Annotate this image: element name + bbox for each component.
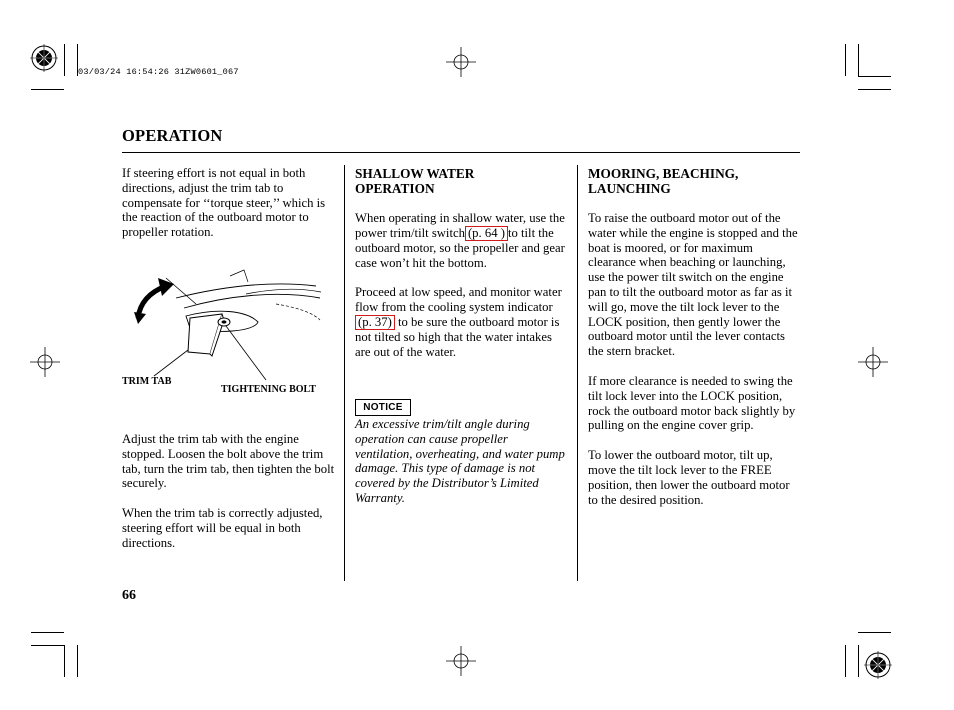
text: When operating in shallow water, use the power trim/tilt switch [355,211,565,240]
figure-label-tightening-bolt: TIGHTENING BOLT [221,384,316,395]
heading-line: SHALLOW WATER [355,166,475,181]
column-2 [355,166,570,360]
notice-text: An excessive trim/tilt angle during operation can cause propeller ventilation, overheating, and water pump damage. This type of damage is not covered by the Distributor’s Limited Warranty. [355,417,565,505]
paragraph: To lower the outboard motor, tilt up, move the tilt lock lever to the FREE position, then lower the outboard motor to the desired position. [588,448,790,507]
heading-shallow-water [355,166,570,196]
registration-crosshair-icon [858,347,888,377]
star-target-icon [30,44,58,72]
column-1 [122,166,336,240]
figure-label-trim-tab: TRIM TAB [122,376,172,387]
paragraph: To raise the outboard motor out of the water while the engine is stopped and the boat is moored, or for maximum clearance when beaching or launching, use the power tilt switch on the engine pan to tilt the outboard motor as far as it will go, move the tilt lock lever to the LOCK position, then gently lower the outboard motor until the lever contacts the stern bracket. [588,211,798,359]
column-divider [577,165,578,581]
crop-line [77,645,78,677]
paragraph [355,285,570,359]
column-divider [344,165,345,581]
trim-tab-illustration [126,262,336,382]
print-stamp: 03/03/24 16:54:26 31ZW0601_067 [78,67,239,77]
text: Proceed at low speed, and monitor water flow from the cooling system indicator [355,285,562,315]
text: to tilt the outboard motor, so the propeller and gear case won’t hit the bottom. [355,225,565,270]
crop-line [31,632,64,633]
crop-line [858,89,891,90]
registration-crosshair-icon [30,347,60,377]
header-rule [122,152,800,153]
paragraph: If more clearance is needed to swing the tilt lock lever into the LOCK position, rock the outboard motor back slightly by pulling on the engine cover grip. [588,373,796,433]
section-title: OPERATION [122,126,223,145]
column-1-lower [122,432,336,551]
heading-line: LAUNCHING [588,181,671,196]
text: to be sure the outboard motor is not tilted so high that the water intakes are out of the water. [355,314,560,359]
paragraph: If steering effort is not equal in both directions, adjust the trim tab to compensate for ‘‘torque steer,’’ which is the reaction of the outboard motor to propeller rotation. [122,166,326,240]
paragraph [355,211,570,270]
heading-line: OPERATION [355,181,435,196]
star-target-icon [864,651,892,679]
page-reference-link[interactable]: (p. 64 ) [465,226,508,241]
paragraph: When the trim tab is correctly adjusted, steering effort will be equal in both directions. [122,506,323,550]
crop-line [64,44,65,76]
crop-line [845,44,846,76]
crop-line [858,76,891,77]
heading-line: MOORING, BEACHING, [588,166,739,181]
crop-line [64,645,65,677]
paragraph: Adjust the trim tab with the engine stopped. Loosen the bolt above the trim tab, turn the trim tab, then tighten the bolt securely. [122,432,335,491]
registration-crosshair-icon [446,646,476,676]
column-3 [588,166,802,507]
heading-mooring [588,166,802,196]
notice-badge: NOTICE [355,399,411,416]
crop-line [858,645,859,677]
crop-line [858,632,891,633]
crop-line [31,645,64,646]
page-reference-link[interactable]: (p. 37) [355,315,395,330]
crop-line [31,89,64,90]
page-number: 66 [122,588,136,603]
crop-line [858,44,859,76]
crop-line [845,645,846,677]
registration-crosshair-icon [446,47,476,77]
